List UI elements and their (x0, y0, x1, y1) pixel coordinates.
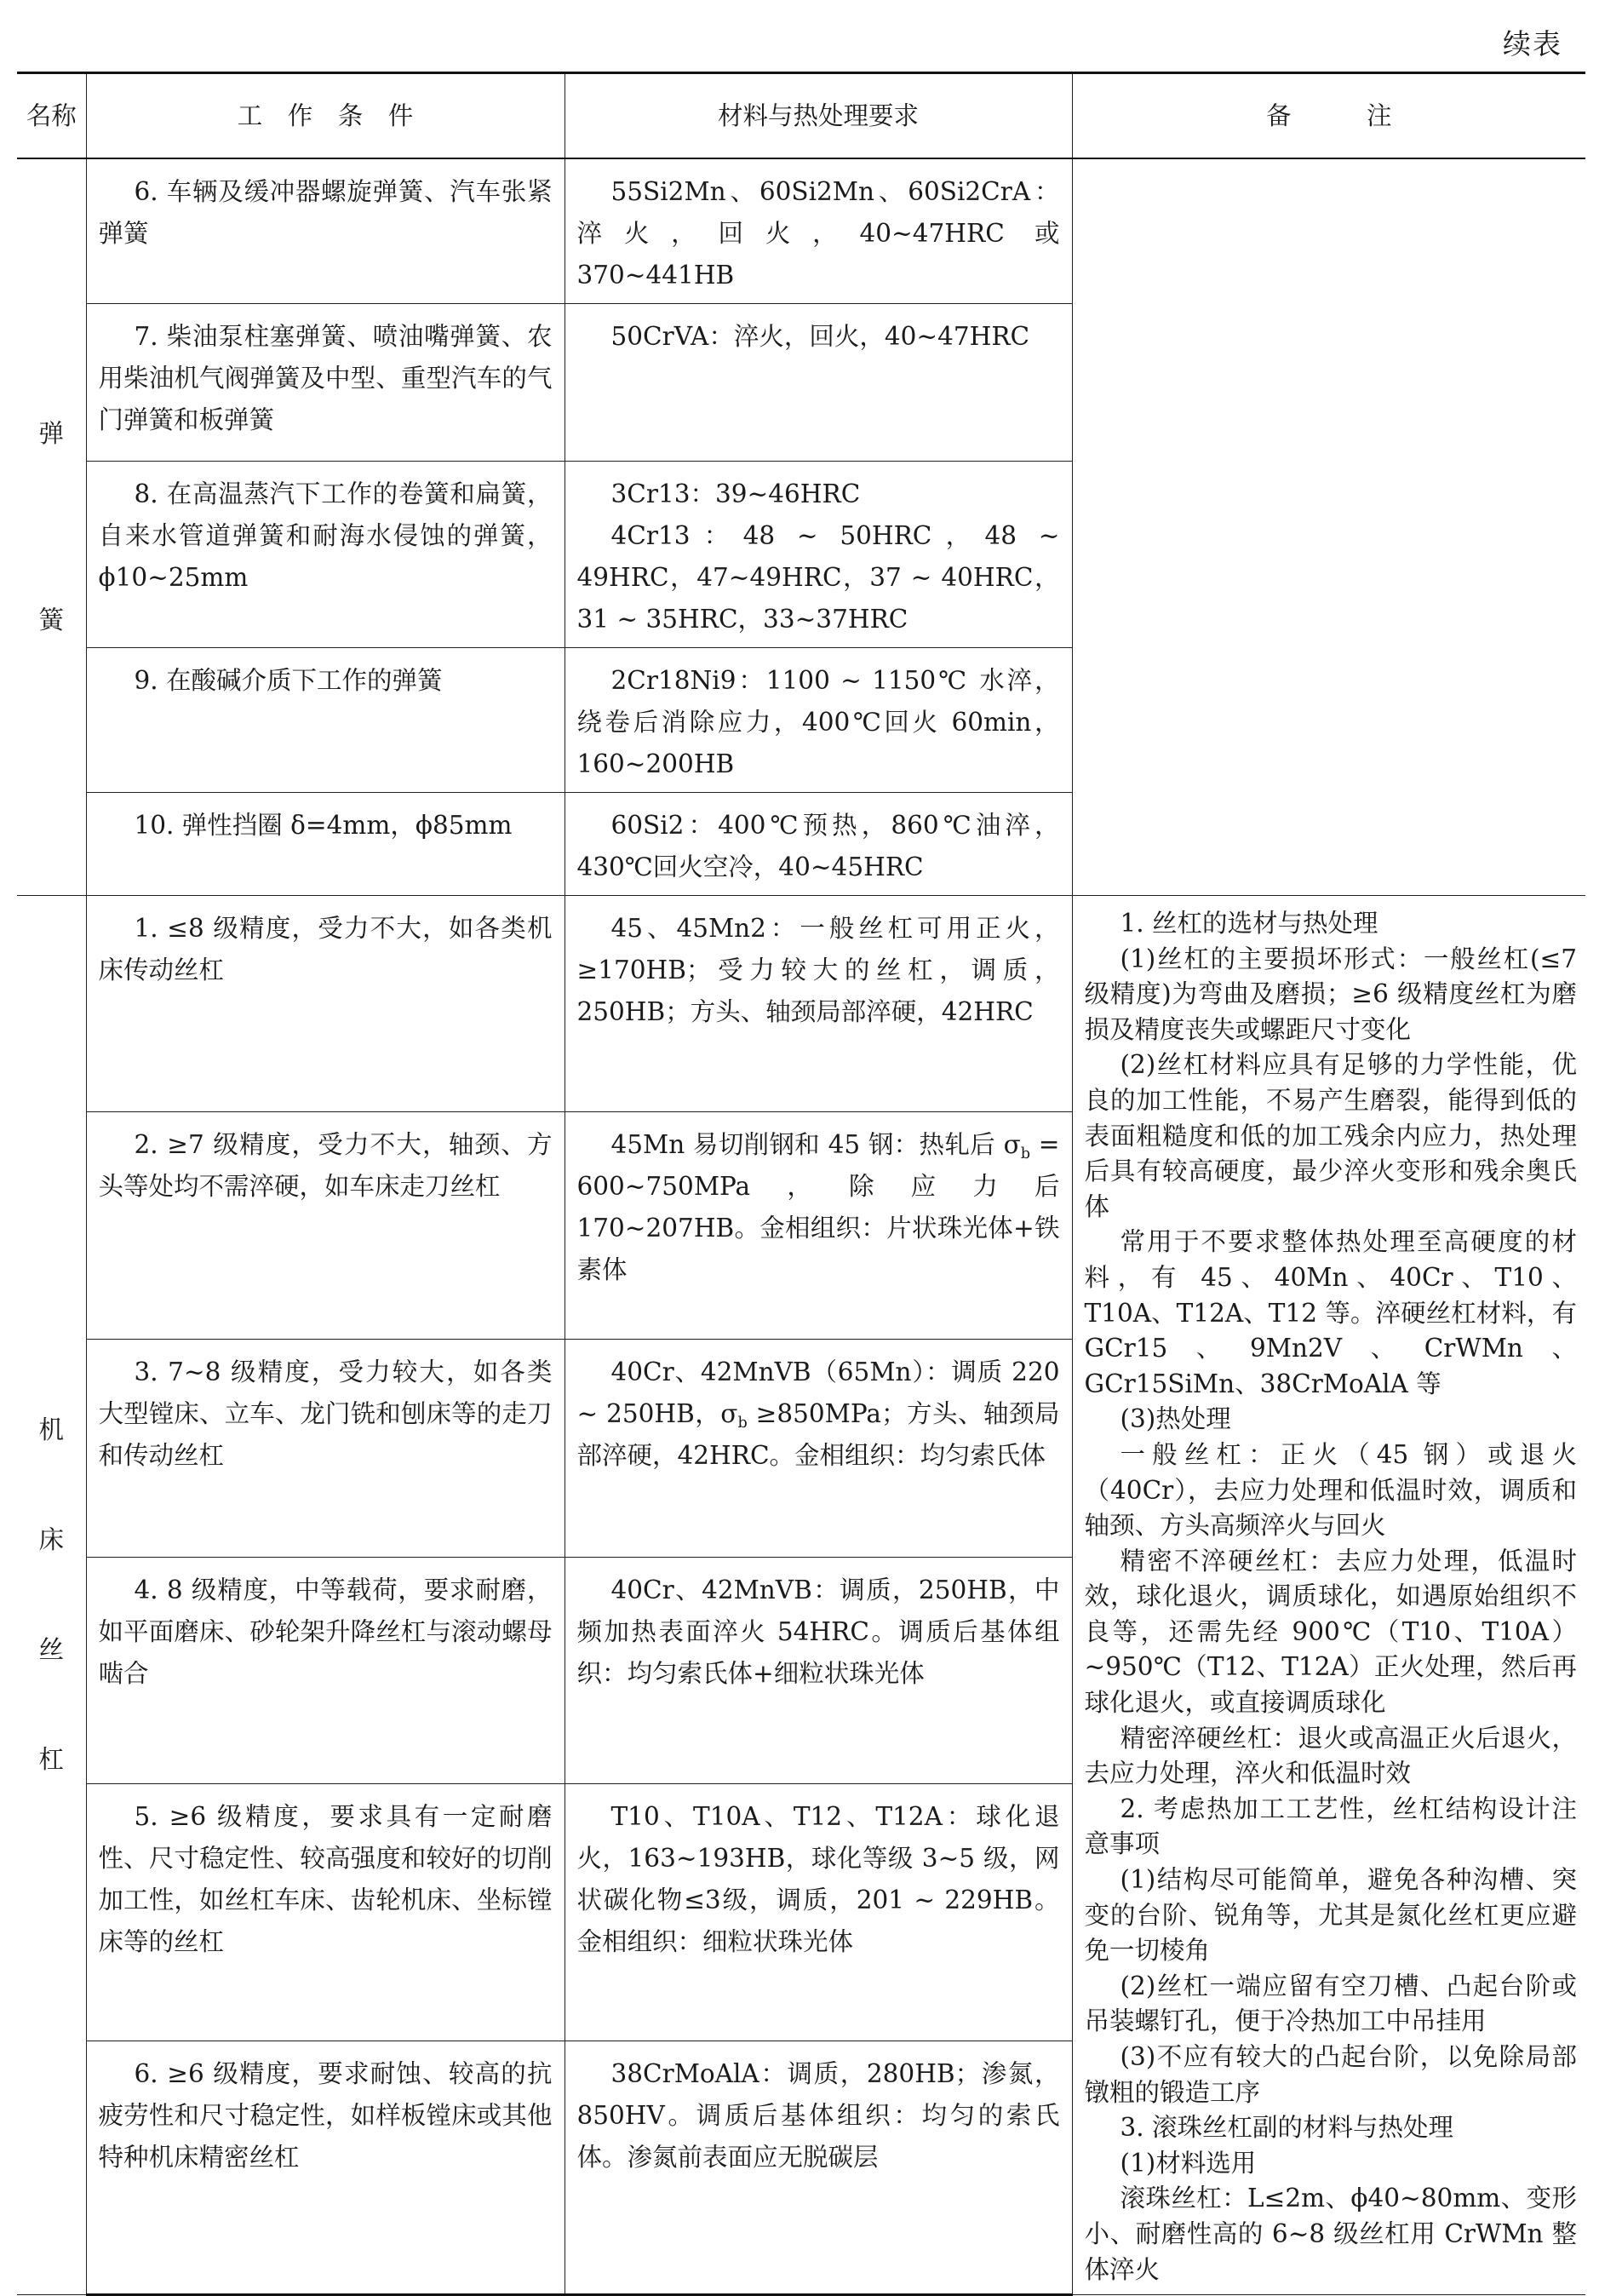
category-char: 簧 (38, 606, 64, 634)
material-line: 3Cr13：39~46HRC (610, 479, 861, 508)
material-table (17, 72, 1585, 2296)
table-row (17, 158, 1585, 304)
material-cell (565, 462, 1072, 648)
note-paragraph: 2. 考虑热加工工艺性，丝杠结构设计注意事项 (1084, 1794, 1577, 1859)
condition-cell: 1. ≤8 级精度，受力不大，如各类机床传动丝杠 (86, 896, 565, 1112)
material-text: ≥850MPa；方头、轴颈局部淬硬，42HRC。金相组织：均匀索氏体 (576, 1398, 1060, 1470)
material-cell: 60Si2：400℃预热，860℃油淬，430℃回火空冷，40~45HRC (565, 793, 1072, 896)
header-conditions: 工 作 条 件 (86, 73, 565, 159)
material-cell: T10、T10A、T12、T12A：球化退火，163~193HB，球化等级 3~5 级，网状碳化物≤3级，调质，201 ~ 229HB。金相组织：细粒状珠光体 (565, 1784, 1072, 2041)
condition-cell: 3. 7~8 级精度，受力较大，如各类大型镗床、立车、龙门铣和刨床等的走刀和传动丝杠 (86, 1339, 565, 1557)
notes-list (1085, 906, 1578, 2287)
category-spring (17, 158, 86, 896)
note-paragraph: 精密淬硬丝杠：退火或高温正火后退火，去应力处理，淬火和低温时效 (1084, 1723, 1577, 1788)
subscript: b (737, 1414, 748, 1432)
category-char: 丝 (38, 1635, 64, 1665)
material-text: = 600~750MPa，除应力后 170~207HB。金相组织：片状珠光体+铁素体 (576, 1130, 1060, 1285)
note-paragraph: 精密不淬硬丝杠：去应力处理，低温时效，球化退火，调质球化，如遇原始组织不良等，还需先经 900℃（T10、T10A）~950℃（T12、T12A）正火处理，然后再球化退火，或直接调质球化 (1084, 1546, 1577, 1718)
material-text: 45Mn 易切削钢和 45 钢：热轧后 σ (610, 1130, 1021, 1160)
material-cell: 2Cr18Ni9：1100 ~ 1150℃ 水淬，绕卷后消除应力，400℃回火 60min，160~200HB (565, 648, 1072, 793)
category-leadscrew (17, 896, 86, 2295)
note-paragraph: (2)丝杠一端应留有空刀槽、凸起台阶或吊装螺钉孔，便于冷热加工中吊挂用 (1084, 1971, 1577, 2036)
material-cell (565, 1339, 1072, 1557)
condition-cell: 5. ≥6 级精度，要求具有一定耐磨性、尺寸稳定性、较高强度和较好的切削加工性，如丝杠车床、齿轮机床、坐标镗床等的丝杠 (86, 1784, 565, 2041)
material-cell: 55Si2Mn、60Si2Mn、60Si2CrA：淬火，回火，40~47HRC 或 370~441HB (565, 158, 1072, 304)
note-paragraph: 一般丝杠：正火（45 钢）或退火（40Cr），去应力处理和低温时效，调质和轴颈、方头高频淬火与回火 (1084, 1439, 1577, 1541)
note-paragraph: 滚珠丝杠：L≤2m、ϕ40~80mm、变形小、耐磨性高的 6~8 级丝杠用 CrWMn 整体淬火 (1084, 2184, 1577, 2284)
condition-cell: 7. 柴油泵柱塞弹簧、喷油嘴弹簧、农用柴油机气阀弹簧及中型、重型汽车的气门弹簧和板弹簧 (86, 304, 565, 462)
condition-cell: 6. ≥6 级精度，要求耐蚀、较高的抗疲劳性和尺寸稳定性，如样板镗床或其他特种机床精密丝杠 (86, 2041, 565, 2295)
condition-cell: 10. 弹性挡圈 δ=4mm，ϕ85mm (86, 793, 565, 896)
note-paragraph: 1. 丝杠的选材与热处理 (1120, 909, 1378, 938)
category-char: 床 (38, 1525, 64, 1555)
table-header-row (17, 73, 1585, 159)
category-char: 弹 (38, 419, 64, 448)
note-paragraph: 常用于不要求整体热处理至高硬度的材料，有 45、40Mn、40Cr、T10、T10A、T12A、T12 等。淬硬丝杠材料，有 GCr15、9Mn2V、CrWMn、GCr15SiMn、38CrMoAlA 等 (1084, 1227, 1577, 1398)
note-paragraph: (1)丝杠的主要损坏形式：一般丝杠(≤7 级精度)为弯曲及磨损；≥6 级精度丝杠为磨损及精度丧失或螺距尺寸变化 (1084, 944, 1577, 1044)
note-paragraph: (2)丝杠材料应具有足够的力学性能，优良的加工性能，不易产生磨裂，能得到低的表面粗糙度和低的加工残余内应力，热处理后具有较高硬度，最少淬火变形和残余奥氏体 (1084, 1050, 1577, 1221)
condition-cell: 6. 车辆及缓冲器螺旋弹簧、汽车张紧弹簧 (86, 158, 565, 304)
table-row (17, 896, 1585, 1112)
header-remark: 备 注 (1072, 73, 1585, 159)
material-cell (565, 1112, 1072, 1339)
note-paragraph: (1)结构尽可能简单，避免各种沟槽、突变的台阶、锐角等，尤其是氮化丝杠更应避免一切棱角 (1084, 1865, 1577, 1966)
material-line: 4Cr13：48 ~ 50HRC，48 ~ 49HRC，47~49HRC，37 ~ 40HRC，31 ~ 35HRC，33~37HRC (576, 521, 1060, 634)
subscript: b (1020, 1145, 1031, 1163)
material-cell: 50CrVA：淬火，回火，40~47HRC (565, 304, 1072, 462)
remark-cell-spring (1072, 158, 1585, 896)
category-char: 机 (38, 1415, 64, 1445)
material-cell: 45、45Mn2：一般丝杠可用正火，≥170HB；受力较大的丝杠，调质，250HB；方头、轴颈局部淬硬，42HRC (565, 896, 1072, 1112)
note-paragraph: (1)材料选用 (1120, 2148, 1257, 2178)
continued-label: 续表 (1503, 27, 1562, 60)
condition-cell: 2. ≥7 级精度，受力不大，轴颈、方头等处均不需淬硬，如车床走刀丝杠 (86, 1112, 565, 1339)
condition-cell: 9. 在酸碱介质下工作的弹簧 (86, 648, 565, 793)
header-material: 材料与热处理要求 (565, 73, 1072, 159)
material-cell: 38CrMoAlA：调质，280HB；渗氮，850HV。调质后基体组织：均匀的索氏体。渗氮前表面应无脱碳层 (565, 2041, 1072, 2295)
note-paragraph: (3)热处理 (1120, 1404, 1231, 1434)
note-paragraph: 3. 滚珠丝杠副的材料与热处理 (1120, 2113, 1454, 2143)
material-text: 40Cr、42MnVB（65Mn）：调质 220 ~ 250HB，σ (576, 1357, 1060, 1428)
category-char: 杠 (38, 1745, 64, 1775)
condition-cell: 4. 8 级精度，中等载荷，要求耐磨，如平面磨床、砂轮架升降丝杠与滚动螺母啮合 (86, 1557, 565, 1783)
note-paragraph: (3)不应有较大的凸起台阶，以免除局部镦粗的锻造工序 (1084, 2042, 1577, 2107)
material-cell: 40Cr、42MnVB：调质，250HB，中频加热表面淬火 54HRC。调质后基体组织：均匀索氏体+细粒状珠光体 (565, 1557, 1072, 1783)
condition-cell: 8. 在高温蒸汽下工作的卷簧和扁簧，自来水管道弹簧和耐海水侵蚀的弹簧，ϕ10~25mm (86, 462, 565, 648)
remark-cell-leadscrew (1072, 896, 1585, 2295)
header-name: 名称 (17, 73, 86, 159)
